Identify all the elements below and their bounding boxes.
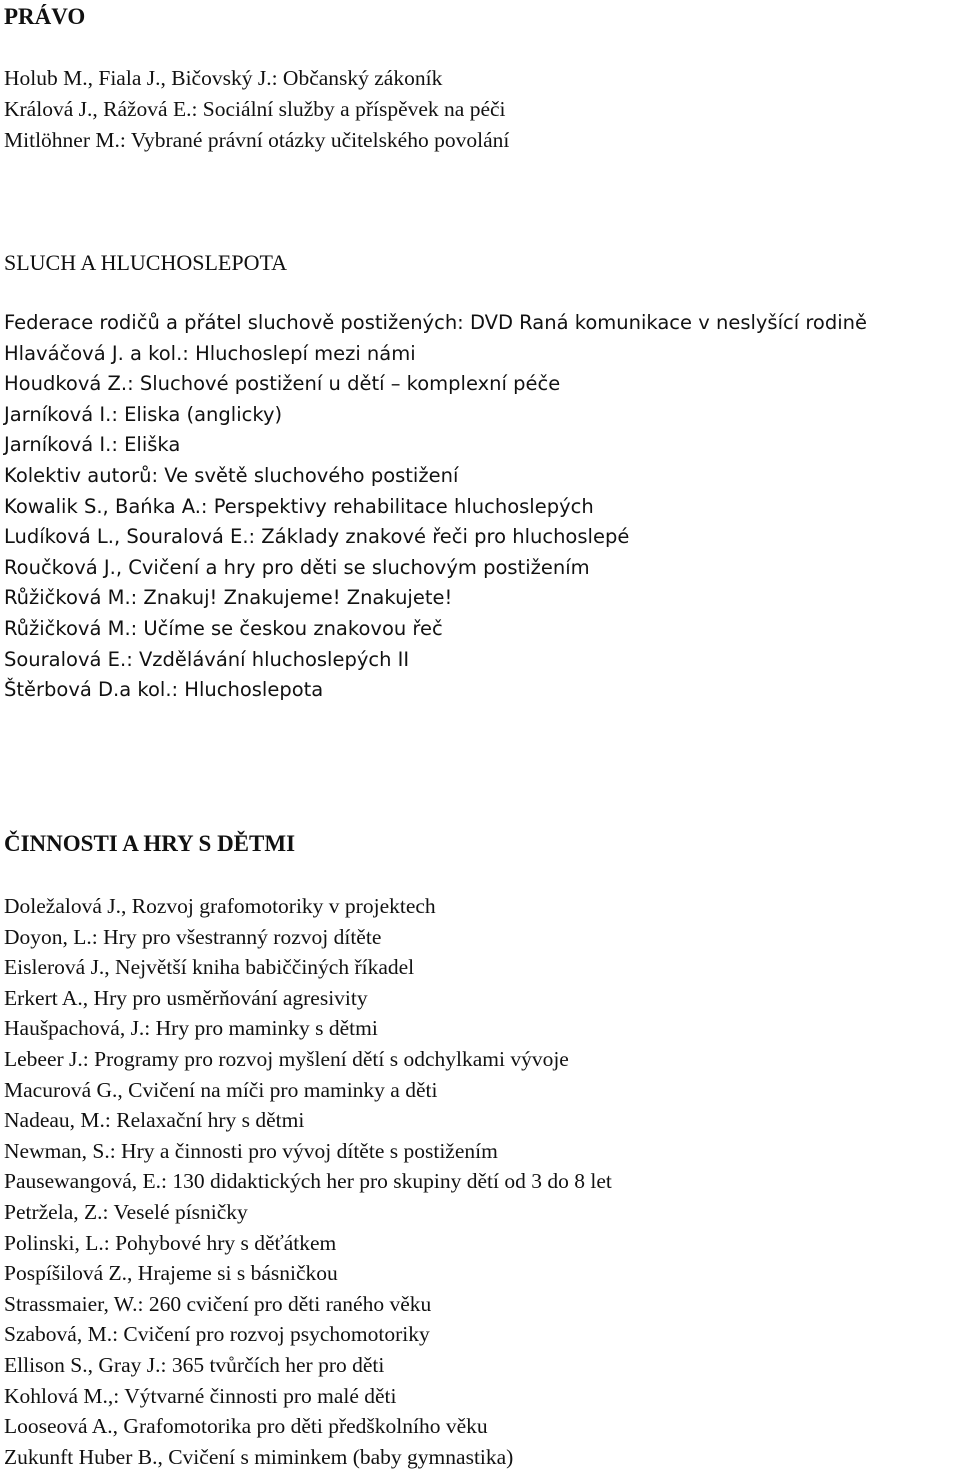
section-list-cinnosti <box>4 891 612 1472</box>
section-heading-sluch: SLUCH A HLUCHOSLEPOTA <box>4 250 288 275</box>
list-item: Zukunft Huber B., Cvičení s miminkem (baby gymnastika) <box>4 1444 514 1469</box>
list-item: Mitlöhner M.: Vybrané právní otázky učitelského povolání <box>4 128 510 152</box>
list-item: Kowalik S., Bańka A.: Perspektivy rehabilitace hluchoslepých <box>4 494 594 518</box>
section-list-pravo <box>4 63 509 156</box>
list-item: Newman, S.: Hry a činnosti pro vývoj dítěte s postižením <box>4 1138 498 1163</box>
list-item: Federace rodičů a přátel sluchově postižených: DVD Raná komunikace v neslyšící rodině <box>4 311 868 334</box>
list-item: Lebeer J.: Programy pro rozvoj myšlení dětí s odchylkami vývoje <box>4 1046 569 1071</box>
list-item: Kolektiv autorů: Ve světě sluchového postižení <box>4 463 459 487</box>
list-item: Macurová G., Cvičení na míči pro maminky a děti <box>4 1077 438 1102</box>
list-item: Ellison S., Gray J.: 365 tvůrčích her pro děti <box>4 1352 385 1377</box>
list-item: Jarníková I.: Eliška <box>4 433 181 457</box>
list-item: Doležalová J., Rozvoj grafomotoriky v projektech <box>4 894 436 918</box>
list-item: Polinski, L.: Pohybové hry s děťátkem <box>4 1230 337 1255</box>
list-item: Jarníková I.: Eliska (anglicky) <box>4 402 283 426</box>
list-item: Pospíšilová Z., Hrajeme si s básničkou <box>4 1261 338 1286</box>
list-item: Roučková J., Cvičení a hry pro děti se sluchovým postižením <box>4 555 590 579</box>
list-item: Růžičková M.: Učíme se českou znakovou řeč <box>4 616 443 640</box>
list-item: Nadeau, M.: Relaxační hry s dětmi <box>4 1108 305 1133</box>
list-item: Eislerová J., Největší kniha babiččiných říkadel <box>4 955 415 980</box>
list-item: Králová J., Rážová E.: Sociální služby a příspěvek na péči <box>4 97 506 121</box>
section-heading-pravo: PRÁVO <box>4 4 86 29</box>
list-item: Doyon, L.: Hry pro všestranný rozvoj dítěte <box>4 924 382 949</box>
list-item: Haušpachová, J.: Hry pro maminky s dětmi <box>4 1016 378 1041</box>
list-item: Souralová E.: Vzdělávání hluchoslepých II <box>4 647 410 671</box>
list-item: Petržela, Z.: Veselé písničky <box>4 1199 248 1224</box>
list-item: Ludíková L., Souralová E.: Základy znakové řeči pro hluchoslepé <box>4 525 630 549</box>
list-item: Strassmaier, W.: 260 cvičení pro děti raného věku <box>4 1291 432 1316</box>
list-item: Hlaváčová J. a kol.: Hluchoslepí mezi námi <box>4 341 416 365</box>
list-item: Erkert A., Hry pro usměrňování agresivity <box>4 985 368 1010</box>
section-heading-cinnosti: ČINNOSTI A HRY S DĚTMI <box>4 831 296 856</box>
list-item: Szabová, M.: Cvičení pro rozvoj psychomotoriky <box>4 1322 430 1347</box>
section-list-sluch <box>4 308 867 706</box>
list-item: Štěrbová D.a kol.: Hluchoslepota <box>4 678 324 702</box>
list-item: Holub M., Fiala J., Bičovský J.: Občanský zákoník <box>4 66 443 90</box>
list-item: Looseová A., Grafomotorika pro děti předškolního věku <box>4 1414 488 1439</box>
list-item: Růžičková M.: Znakuj! Znakujeme! Znakujete! <box>4 586 453 610</box>
list-item: Houdková Z.: Sluchové postižení u dětí – komplexní péče <box>4 372 561 396</box>
list-item: Kohlová M.,: Výtvarné činnosti pro malé děti <box>4 1383 397 1408</box>
list-item: Pausewangová, E.: 130 didaktických her pro skupiny dětí od 3 do 8 let <box>4 1169 612 1194</box>
